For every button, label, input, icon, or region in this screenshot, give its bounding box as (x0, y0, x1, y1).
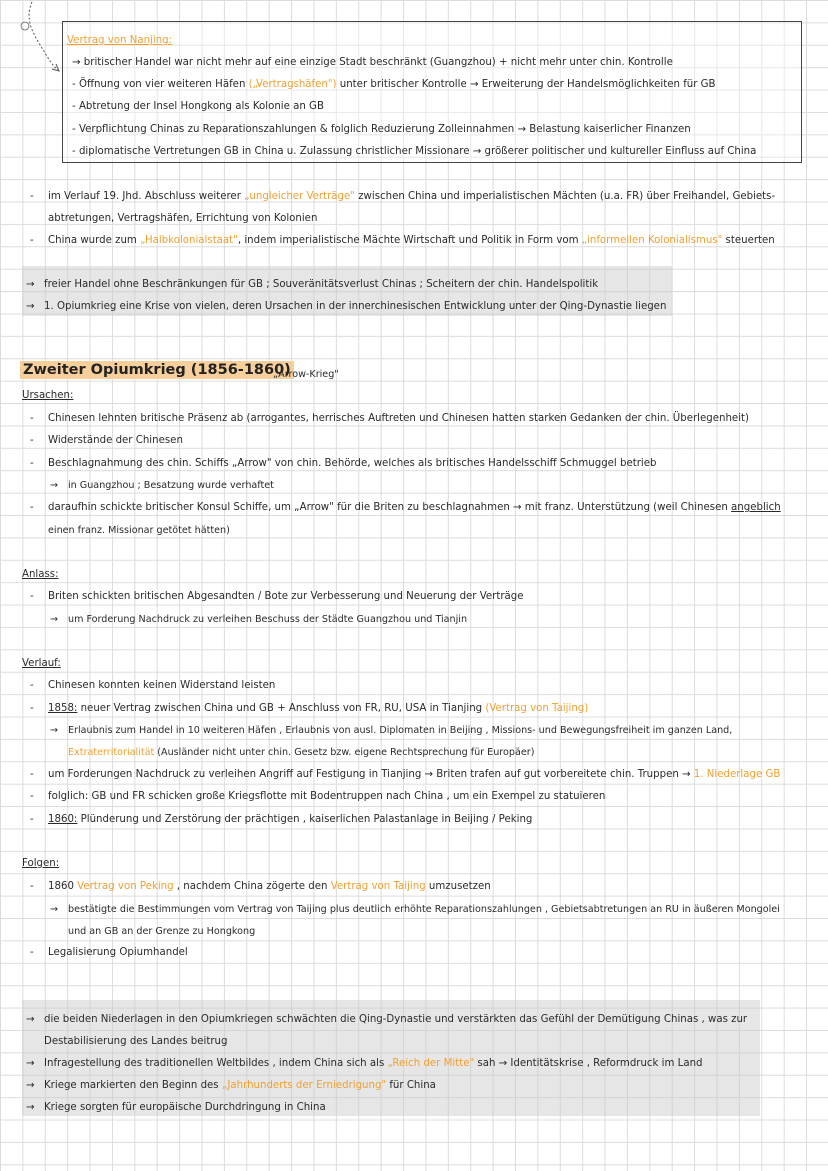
folge-3: - Legalisierung Opiumhandel (30, 947, 188, 958)
verlauf-3: → Erlaubnis zum Handel in 10 weiteren Häfen , Erlaubnis von ausl. Diplomaten in Beijing , Missions- und Bewegungsfreiheit im ganzen Land, (50, 725, 733, 736)
verlauf-2: - 1858: neuer Vertrag zwischen China und GB + Anschluss von FR, RU, USA in Tianjing (Vertrag von Taijing) (30, 703, 589, 714)
label-verlauf: Verlauf: (22, 658, 61, 669)
ursache-4-cont: einen franz. Missionar getötet hätten) (48, 525, 230, 536)
verlauf-1: - Chinesen konnten keinen Widerstand leisten (30, 680, 276, 691)
folge-2: → bestätigte die Bestimmungen vom Vertrag von Taijing plus deutlich erhöhte Reparationszahlungen , Gebietsabtretungen an RU in äußeren Mongolei (50, 904, 780, 915)
section-subtitle: „Arrow-Krieg" (273, 369, 339, 380)
label-folgen: Folgen: (22, 858, 60, 869)
box-line-1: → britischer Handel war nicht mehr auf eine einzige Stadt beschränkt (Guangzhou) + nicht mehr unter chin. Kontrolle (72, 57, 673, 68)
summary-2: → Infragestellung des traditionellen Weltbildes , indem China sich als „Reich der Mitte" sah → Identitätskrise , Reformdruck im Land (26, 1058, 703, 1069)
summary-1: → die beiden Niederlagen in den Opiumkriegen schwächten die Qing-Dynastie und verstärkten das Gefühl der Demütigung Chinas , was zur (26, 1014, 748, 1025)
verlauf-7: - 1860: Plünderung und Zerstörung der prächtigen , kaiserlichen Palastanlage in Beijing / Peking (30, 814, 533, 825)
treaty-box (62, 21, 802, 163)
summary-3: → Kriege markierten den Beginn des „Jahrhunderts der Erniedrigung" für China (26, 1080, 436, 1091)
anlass-1: - Briten schickten britischen Abgesandten / Bote zur Verbesserung und Neuerung der Verträge (30, 591, 524, 602)
dotted-arrow-icon (14, 0, 64, 80)
verlauf-4: Extraterritorialität (Ausländer nicht unter chin. Gesetz bzw. eigene Rechtsprechung für Europäer) (68, 747, 535, 758)
box-line-2: - Öffnung von vier weiteren Häfen („Vertragshäfen") unter britischer Kontrolle → Erweiterung der Handelsmöglichkeiten für GB (72, 79, 716, 90)
label-ursachen: Ursachen: (22, 390, 74, 401)
bullet-unequal-treaties-cont: abtretungen, Vertragshäfen, Errichtung von Kolonien (48, 213, 318, 224)
ursache-2: - Widerstände der Chinesen (30, 435, 183, 446)
ursache-3-sub: → in Guangzhou ; Besatzung wurde verhaftet (50, 480, 274, 491)
folge-2-cont: und an GB an der Grenze zu Hongkong (68, 926, 256, 937)
folge-1: - 1860 Vertrag von Peking , nachdem China zögerte den Vertrag von Taijing umzusetzen (30, 881, 491, 892)
anlass-2: → um Forderung Nachdruck zu verleihen Beschuss der Städte Guangzhou und Tianjin (50, 614, 468, 625)
verlauf-5: - um Forderungen Nachdruck zu verleihen Angriff auf Festigung in Tianjing → Briten trafen auf gut vorbereitete chin. Truppen → 1. Niederlage GB (30, 769, 781, 780)
summary-4: → Kriege sorgten für europäische Durchdringung in China (26, 1102, 326, 1113)
ursache-1: - Chinesen lehnten britische Präsenz ab (arrogantes, herrisches Auftreten und Chinesen hatten starken Gedanken der chin. Überlegenheit) (30, 413, 749, 424)
section-heading: Zweiter Opiumkrieg (1856-1860) (20, 361, 294, 379)
verlauf-6: - folglich: GB und FR schicken große Kriegsflotte mit Bodentruppen nach China , um ein Exempel zu statuieren (30, 791, 606, 802)
label-anlass: Anlass: (22, 569, 59, 580)
bullet-unequal-treaties: - im Verlauf 19. Jhd. Abschluss weiterer „ungleicher Verträge" zwischen China und imperialistischen Mächten (u.a. FR) über Freihandel, Gebiets- (30, 191, 776, 202)
conclusion-2: → 1. Opiumkrieg eine Krise von vielen, deren Ursachen in der innerchinesischen Entwicklung unter der Qing-Dynastie liegen (26, 301, 667, 312)
box-title: Vertrag von Nanjing: (67, 35, 173, 46)
ursache-3: - Beschlagnahmung des chin. Schiffs „Arrow" von chin. Behörde, welches als britisches Handelsschiff Schmuggel betrieb (30, 458, 657, 469)
bullet-half-colony: - China wurde zum „Halbkolonialstaat", indem imperialistische Mächte Wirtschaft und Politik in Form vom „informellen Kolonialismus" steuerten (30, 235, 775, 246)
box-line-5: - diplomatische Vertretungen GB in China u. Zulassung christlicher Missionare → größerer politischer und kultureller Einfluss auf China (72, 146, 757, 157)
summary-1-cont: Destabilisierung des Landes beitrug (44, 1036, 228, 1047)
box-line-4: - Verpflichtung Chinas zu Reparationszahlungen & folglich Reduzierung Zolleinnahmen → Belastung kaiserlicher Finanzen (72, 124, 691, 135)
box-line-3: - Abtretung der Insel Hongkong als Kolonie an GB (72, 101, 324, 112)
conclusion-1: → freier Handel ohne Beschränkungen für GB ; Souveränitätsverlust Chinas ; Scheitern der chin. Handelspolitik (26, 279, 599, 290)
ursache-4: - daraufhin schickte britischer Konsul Schiffe, um „Arrow" für die Briten zu beschlagnahmen → mit franz. Unterstützung (weil Chinesen angeblich (30, 502, 781, 513)
